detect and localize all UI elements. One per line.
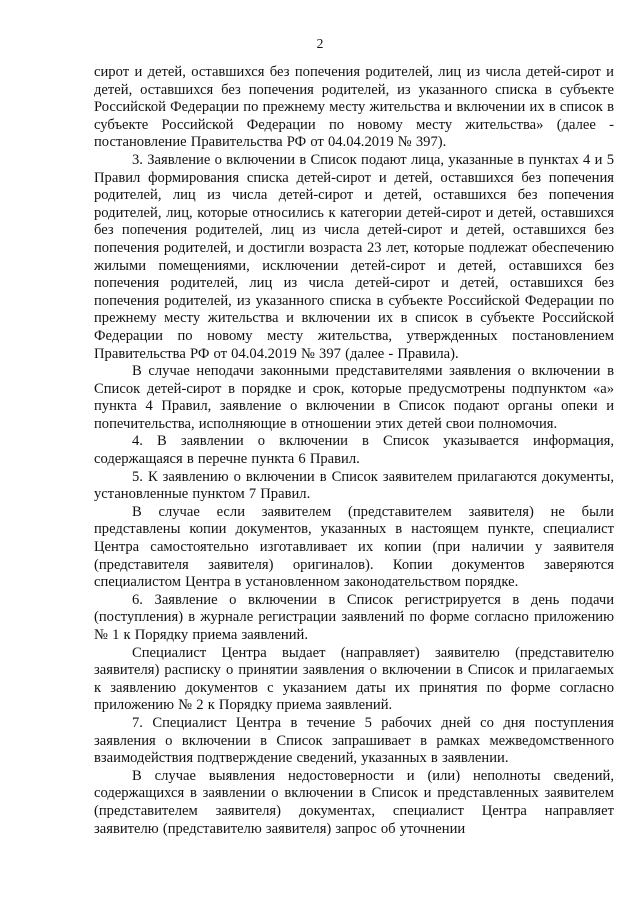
paragraph-item-5-copies: В случае если заявителем (представителем заявителя) не были представлены копии документов, указанных в настоящем пункте, специалист Центра самостоятельно изготавливает их копии (при наличии у заявителя (представителя заявителя) оригиналов). Копии документов заверяются специалистом Центра в установленном законодательством порядке.: [94, 503, 614, 591]
paragraph-continuation: сирот и детей, оставшихся без попечения родителей, лиц из числа детей-сирот и детей, оставшихся без попечения родителей, из указанного списка в субъекте Российской Федерации по прежнему месту жительства и включении их в список в субъекте Российской Федерации по новому месту жительства» (далее - постановление Правительства РФ от 04.04.2019 № 397).: [94, 64, 614, 151]
paragraph-item-7: 7. Специалист Центра в течение 5 рабочих дней со дня поступления заявления о включении в Список запрашивает в рамках межведомственного взаимодействия подтверждение сведений, указанных в заявлении.: [94, 714, 614, 767]
document-body: [94, 64, 614, 838]
paragraph-item-6-receipt: Специалист Центра выдает (направляет) заявителю (представителю заявителя) расписку о принятии заявления о включении в Список и прилагаемых к заявлению документов с указанием даты их принятия по форме согласно приложению № 2 к Порядку приема заявлений.: [94, 644, 614, 714]
paragraph-item-4: 4. В заявлении о включении в Список указывается информация, содержащаяся в перечне пункта 6 Правил.: [94, 433, 614, 468]
paragraph-item-7-inaccuracy: В случае выявления недостоверности и (или) неполноты сведений, содержащихся в заявлении о включении в Список и представленных заявителем (представителем заявителя) документах, специалист Центра направляет заявителю (представителю заявителя) запрос об уточнении: [94, 767, 614, 837]
paragraph-item-3: 3. Заявление о включении в Список подают лица, указанные в пунктах 4 и 5 Правил формирования списка детей-сирот и детей, оставшихся без попечения родителей, лиц из числа детей-сирот и детей, оставшихся без попечения родителей, лиц, которые относились к категории детей-сирот и детей, оставшихся без попечения родителей, лиц из числа детей-сирот и детей, оставшихся без попечения родителей, и достигли возраста 23 лет, которые подлежат обеспечению жилыми помещениями, исключении детей-сирот и детей, оставшихся без попечения родителей, лиц из числа детей-сирот и детей, оставшихся без попечения родителей, из указанного списка в субъекте Российской Федерации по прежнему месту жительства и включении их в список в субъекте Российской Федерации по новому месту жительства, утвержденных постановлением Правительства РФ от 04.04.2019 № 397 (далее - Правила).: [94, 151, 614, 362]
paragraph-item-5: 5. К заявлению о включении в Список заявителем прилагаются документы, установленные пунктом 7 Правил.: [94, 468, 614, 503]
paragraph-item-6: 6. Заявление о включении в Список регистрируется в день подачи (поступления) в журнале регистрации заявлений по форме согласно приложению № 1 к Порядку приема заявлений.: [94, 591, 614, 643]
page-number: 2: [316, 36, 324, 51]
paragraph-item-3-nonfiling: В случае неподачи законными представителями заявления о включении в Список детей-сирот в порядке и срок, которые предусмотрены подпунктом «а» пункта 4 Правил, заявление о включении в Список подают органы опеки и попечительства, исполняющие в отношении этих детей свои полномочия.: [94, 363, 614, 432]
